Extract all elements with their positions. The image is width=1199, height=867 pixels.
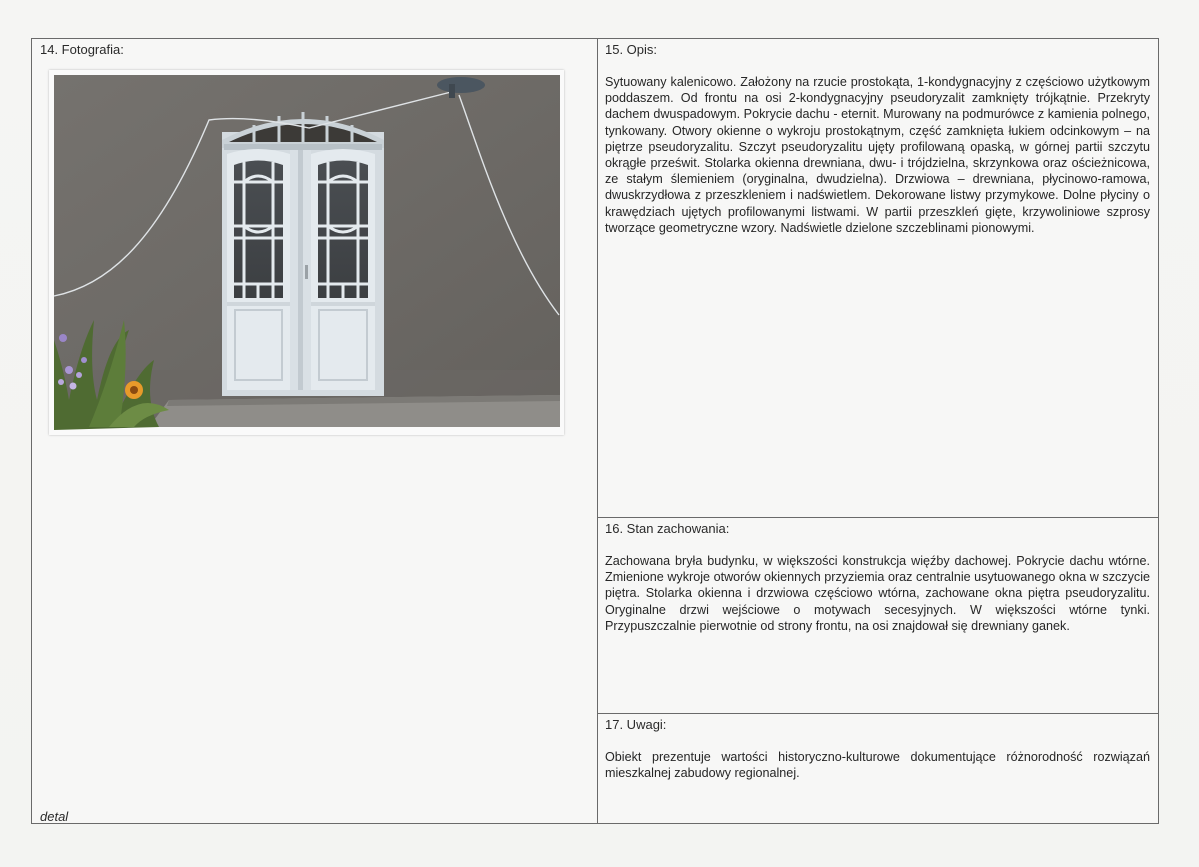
- description-label: 15. Opis:: [605, 42, 658, 57]
- text-column: [597, 39, 1158, 823]
- photo-cell: [32, 39, 598, 823]
- preservation-state-text: Zachowana bryła budynku, w większości konstrukcja więźby dachowej. Pokrycie dachu wtórne. Zmienione wykroje otworów okiennych przyziemia oraz centralnie usytuowanego okna w szczycie piętra. Stolarka okienna i drzwiowa częściowo wtórna, zachowane okna piętra pseudoryzalitu. Oryginalne drzwi wejściowe o motywach secesyjnych. W większości wtórne tynki. Przypuszczalnie pierwotnie od strony frontu, na osi znajdował się drewniany ganek.: [605, 554, 1150, 633]
- description-text: Sytuowany kalenicowo. Założony na rzucie prostokąta, 1-kondygnacyjny z częściowo użytkowym poddaszem. Od frontu na osi 2-kondygnacyjny pseudoryzalit zamknięty trójkątnie. Przekryty dachem dwuspadowym. Pokrycie dachu - eternit. Murowany na podmurówce z kamienia polnego, tynkowany. Otwory okienne o wykroju prostokątnym, część zamknięta łukiem odcinkowym – na piętrze pseudoryzalitu. Szczyt pseudoryzalitu ujęty profilowaną opaską, w górnej partii szczytu okrągłe prześwit. Stolarka okienna drewniana, dwu- i trójdzielna, skrzynkowa oraz ościeżnicowa, ze stałym ślemieniem (oryginalna, dwudzielna). Drzwiowa – drewniana, płycinowo-ramowa, dwuskrzydłowa z przeszkleniem i nadświetlem. Dekorowane listwy przymykowe. Dolne płyciny o krawędziach ujętych profilowanymi listwami. W partii przeszkleń gięte, krzywoliniowe szprosy tworzące geometryczne wzory. Nadświetle dzielone szczeblinami pionowymi.: [605, 75, 1150, 235]
- notes-label: 17. Uwagi:: [605, 717, 667, 732]
- photo-caption: detal: [40, 809, 69, 824]
- description-cell: [597, 39, 1158, 518]
- door-photo-image: [49, 70, 564, 435]
- notes-text: Obiekt prezentuje wartości historyczno-kulturowe dokumentujące różnorodność rozwiązań mieszkalnej zabudowy regionalnej.: [605, 750, 1150, 781]
- inventory-form-table: [31, 38, 1159, 824]
- preservation-state-cell: [597, 518, 1158, 714]
- notes-cell: [597, 714, 1158, 823]
- door-photograph: [49, 70, 564, 435]
- photo-section-label: 14. Fotografia:: [40, 42, 124, 57]
- preservation-state-label: 16. Stan zachowania:: [605, 521, 730, 536]
